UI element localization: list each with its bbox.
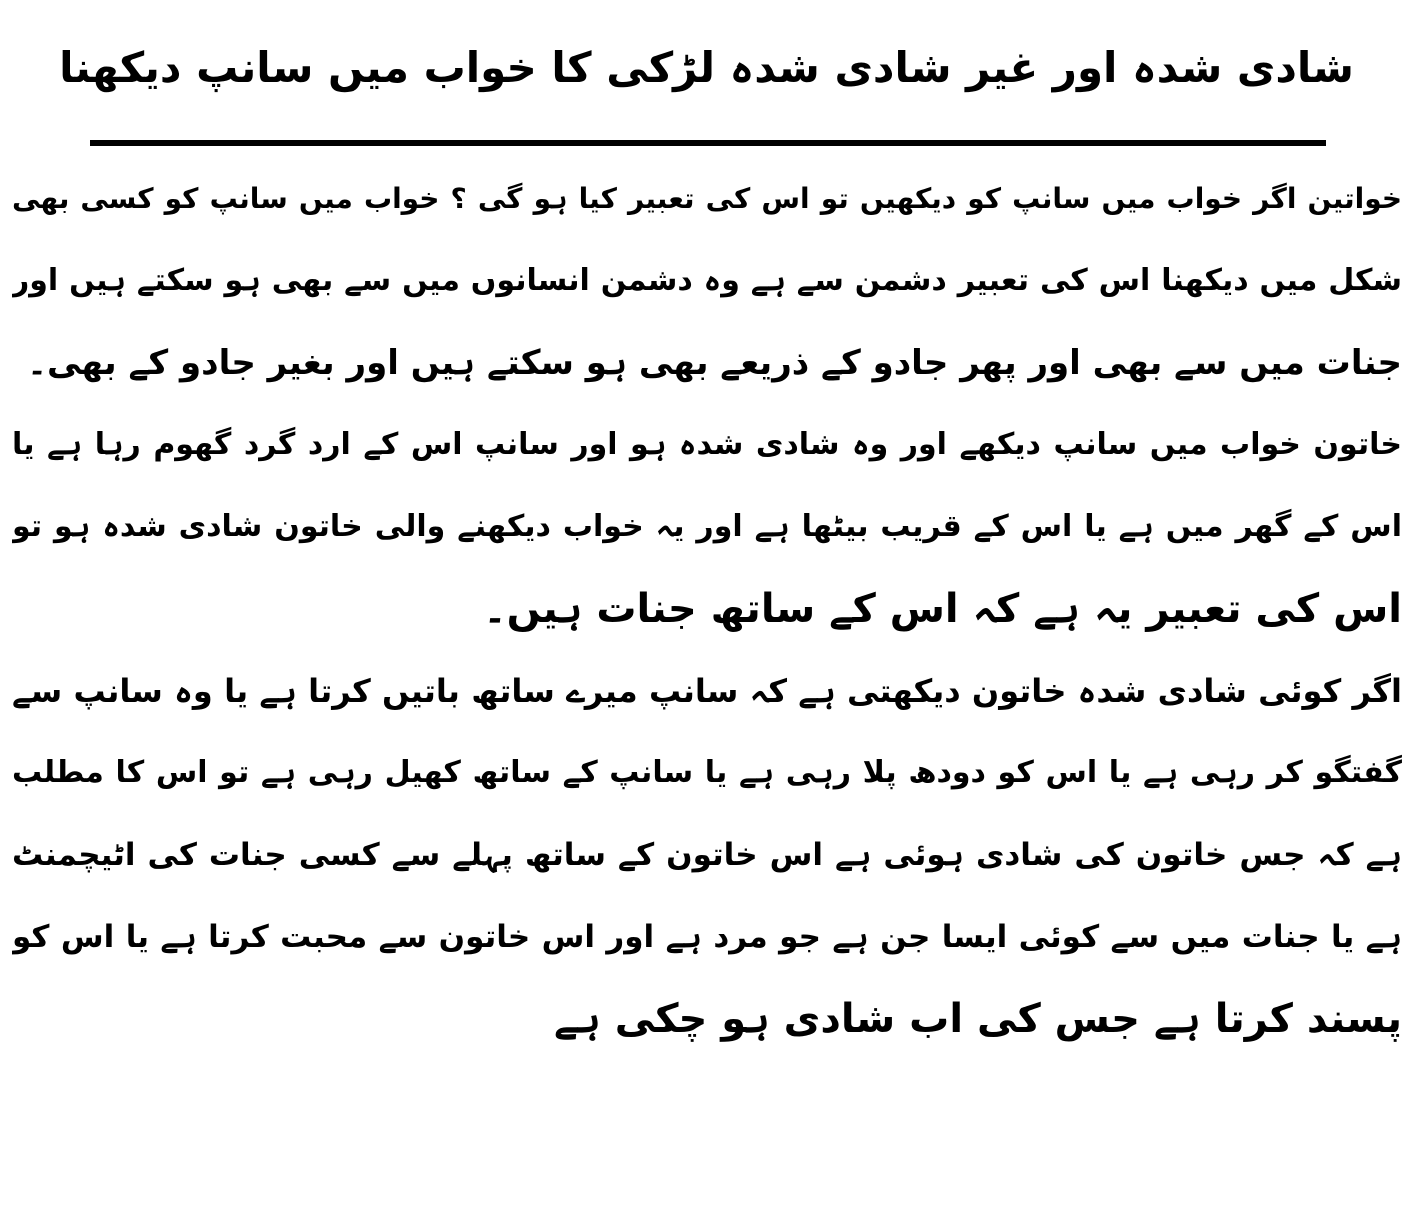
text-line: خاتون خواب میں سانپ دیکھے اور وہ شادی شدہ ہو اور سانپ اس کے ارد گرد گھوم رہا ہے یا [12,427,1402,462]
paragraph-2 [12,404,1402,650]
text-line: اگر کوئی شادی شدہ خاتون دیکھتی ہے کہ سانپ میرے ساتھ باتیں کرتا ہے یا وہ سانپ سے [12,672,1402,710]
text-line: شکل میں دیکھنا اس کی تعبیر دشمن سے ہے وہ دشمن انسانوں میں سے بھی ہو سکتے ہیں اور [12,263,1402,298]
text-line: ہے کہ جس خاتون کی شادی ہوئی ہے اس خاتون کے ساتھ پہلے سے کسی جنات کی اٹیچمنٹ [12,837,1402,873]
title-divider [90,140,1326,146]
text-line: اس کے گھر میں ہے یا اس کے قریب بیٹھا ہے اور یہ خواب دیکھنے والی خاتون شادی شدہ ہو تو [12,509,1402,544]
paragraph-3 [12,650,1402,1060]
paragraph-1 [12,158,1402,404]
text-line: جنات میں سے بھی اور پھر جادو کے ذریعے بھی ہو سکتے ہیں اور بغیر جادو کے بھی۔ [27,343,1402,383]
text-line: پسند کرتا ہے جس کی اب شادی ہو چکی ہے [553,996,1402,1042]
article-title: شادی شدہ اور غیر شادی شدہ لڑکی کا خواب میں سانپ دیکھنا [59,43,1354,92]
text-line: گفتگو کر رہی ہے یا اس کو دودھ پلا رہی ہے یا سانپ کے ساتھ کھیل رہی ہے تو اس کا مطلب [12,755,1402,790]
text-line: ہے یا جنات میں سے کوئی ایسا جن ہے جو مرد ہے اور اس خاتون سے محبت کرتا ہے یا اس کو [12,919,1402,955]
article-body [12,158,1402,1060]
text-line: خواتین اگر خواب میں سانپ کو دیکھیں تو اس کی تعبیر کیا ہو گی ؟ خواب میں سانپ کو کسی بھی [12,182,1402,215]
text-line: اس کی تعبیر یہ ہے کہ اس کے ساتھ جنات ہیں۔ [483,586,1402,632]
